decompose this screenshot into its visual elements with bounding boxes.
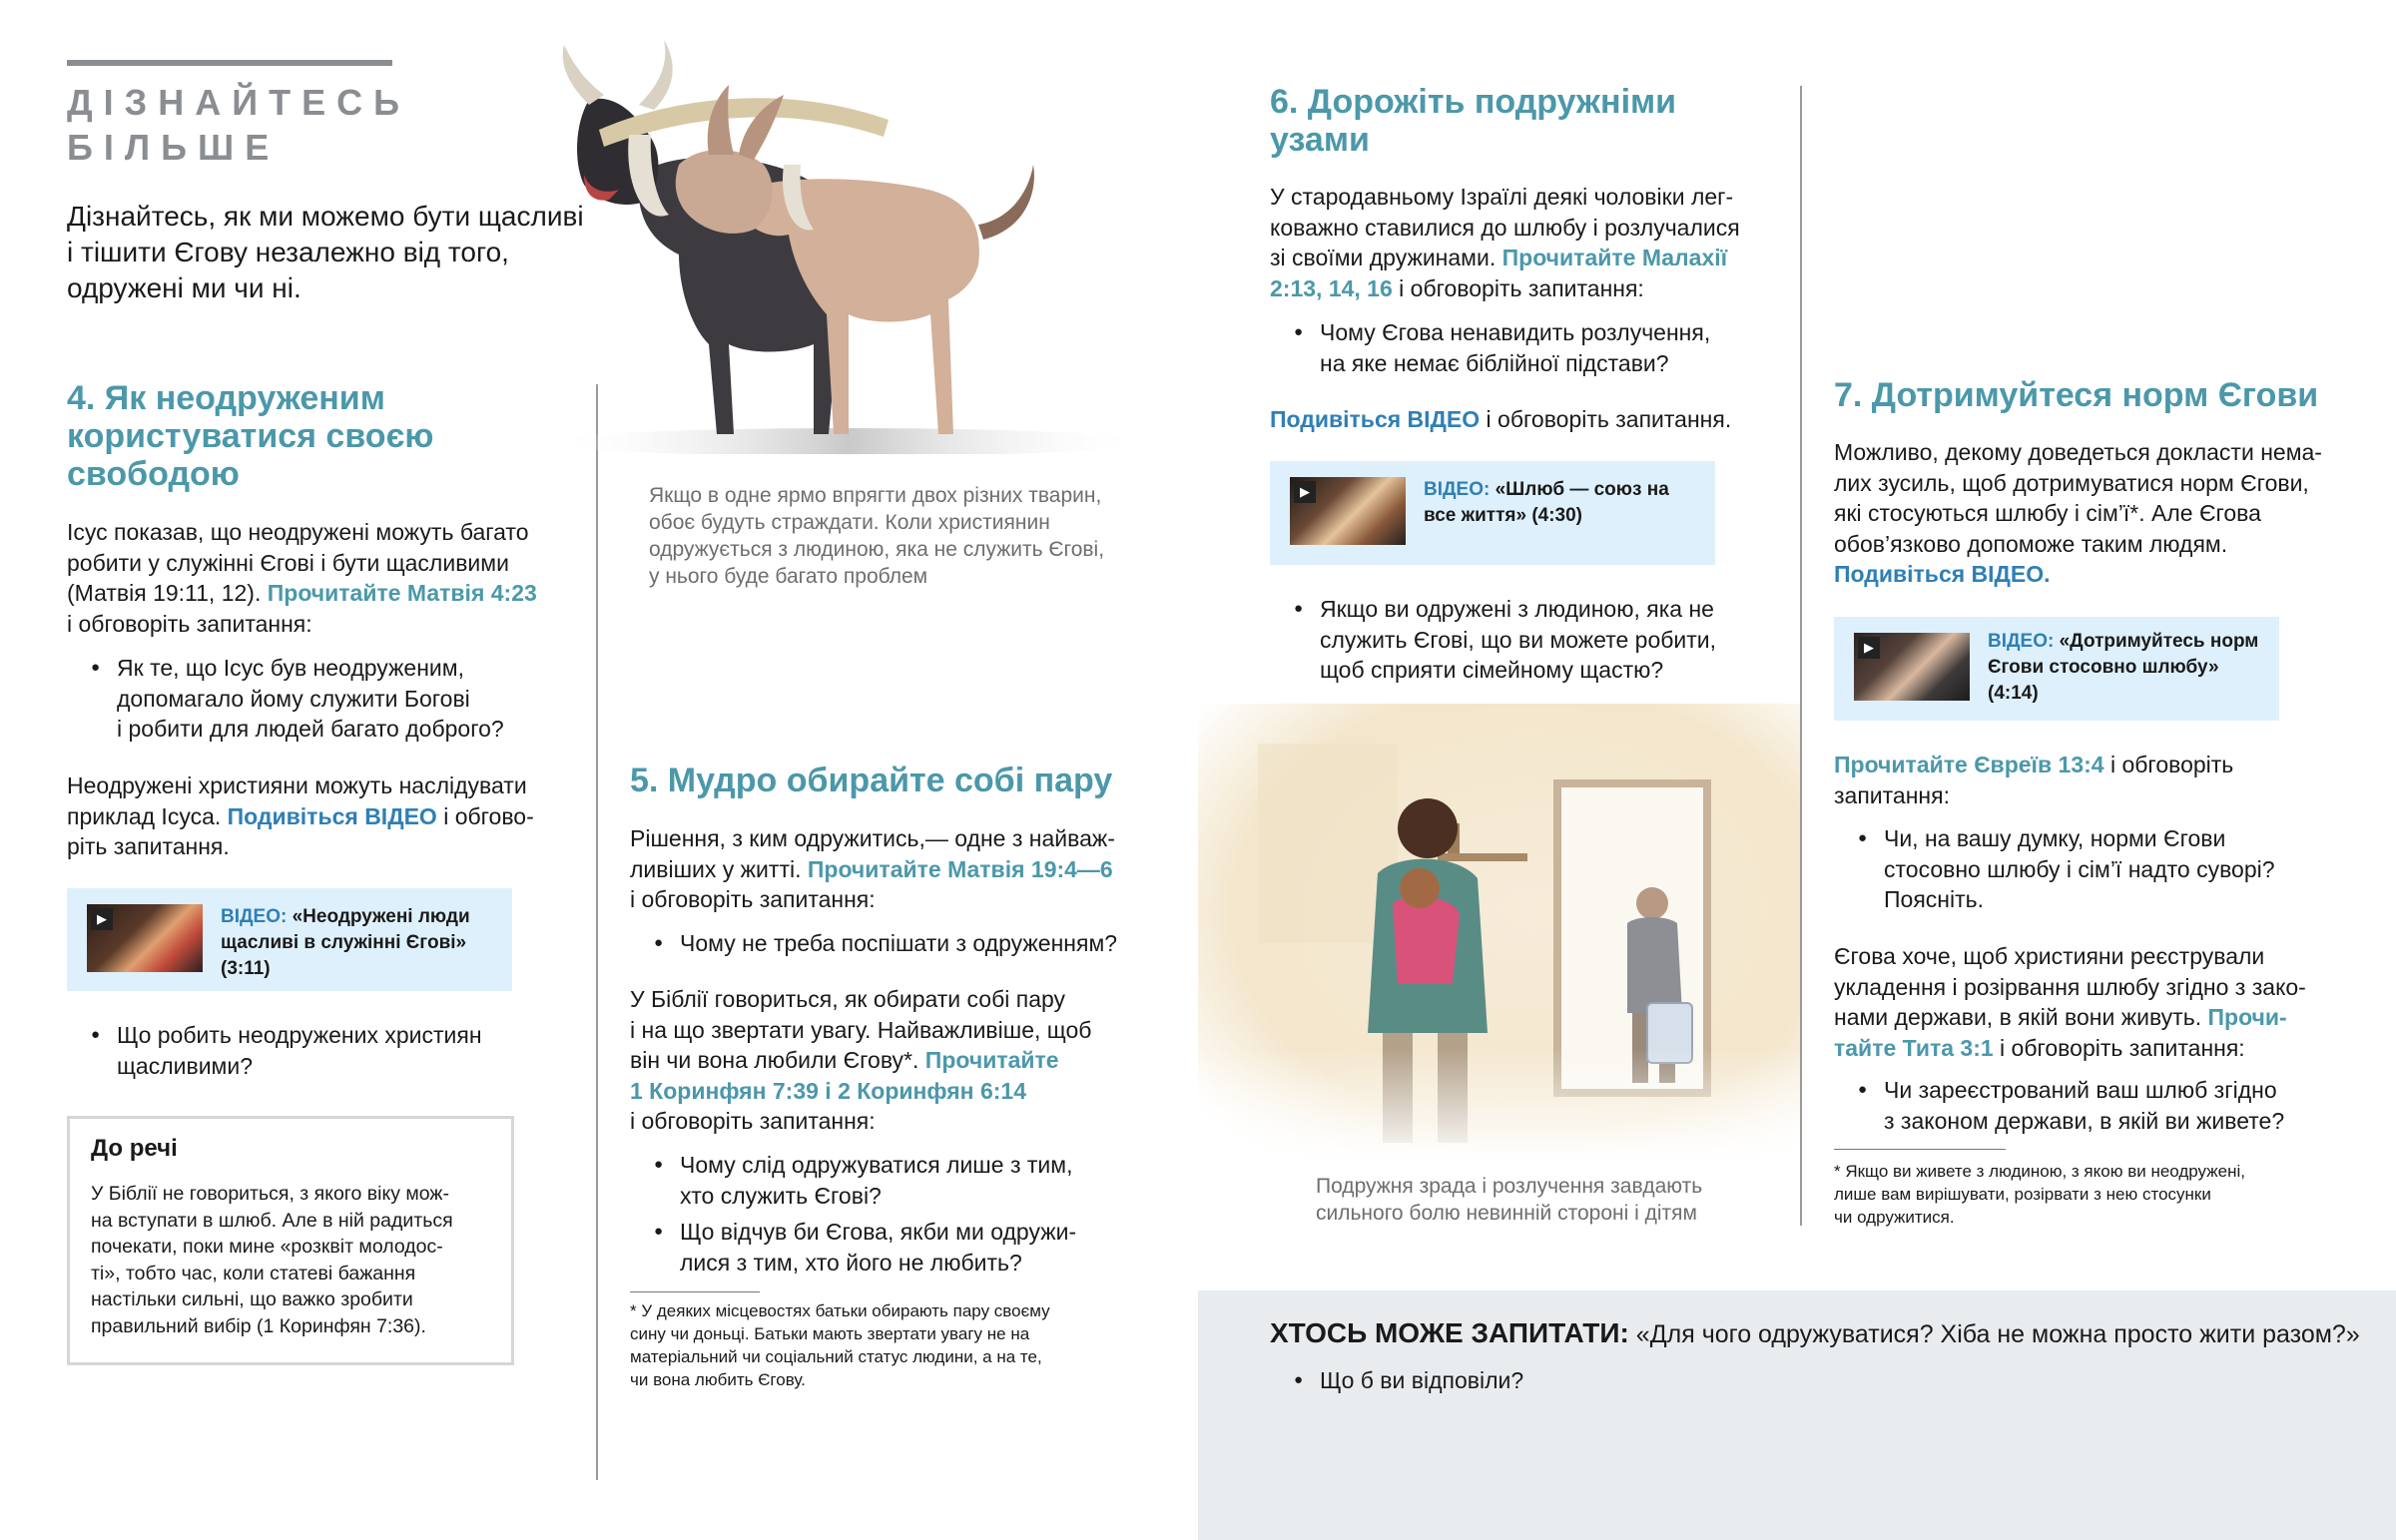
text-line: ● Що б ви відповіли? <box>1320 1367 1524 1393</box>
intro-line: одружені ми чи ні. <box>67 272 301 303</box>
text-line <box>67 578 537 609</box>
text-line: правильний вибір (1 Коринфян 7:36). <box>91 1314 426 1337</box>
text-line: Неодружені християни можуть наслідувати <box>67 772 527 798</box>
column-divider <box>1800 86 1802 1226</box>
s7-paragraph-3 <box>1834 941 2306 1063</box>
text-line: допомагало йому служити Богові <box>117 685 470 712</box>
video-duration: (4:14) <box>1988 683 2039 704</box>
scripture-link-titus-3-1[interactable]: тайте Тита 3:1 <box>1834 1034 1994 1061</box>
play-icon: ▶ <box>1294 481 1316 503</box>
video-title-line: щасливі в служінні Єгові» <box>221 932 467 953</box>
caption-line: сильного болю невинній стороні і дітям <box>1316 1202 1697 1225</box>
video-link[interactable]: Подивіться ВІДЕО <box>1270 406 1481 432</box>
s7-paragraph-2 <box>1834 750 2233 810</box>
text-line: ● Чому слід одружуватися лише з тим, <box>680 1152 1073 1178</box>
text-line: У Біблії не говориться, з якого віку мож- <box>91 1183 449 1205</box>
text-line: щасливими? <box>117 1052 254 1079</box>
video-link[interactable]: Подивіться ВІДЕО. <box>1834 561 2051 587</box>
video-title-line <box>221 904 470 930</box>
heading-line: свободою <box>67 455 240 493</box>
text-line: і робити для людей багато доброго? <box>117 716 504 742</box>
someone-may-ask-panel <box>1198 1290 2396 1540</box>
s5-question-1 <box>630 928 1117 959</box>
caption-line: одружується з людиною, яка не служить Єгові, <box>649 538 1105 561</box>
text-line <box>1834 1002 2306 1033</box>
text-line: і обговоріть запитання: <box>67 610 312 637</box>
footnote-line: сину чи доньці. Батьки мають звертати увагу не на <box>630 1324 1030 1343</box>
text-line <box>1270 243 1740 273</box>
text-span: нами держави, в якій вони живуть. <box>1834 1004 2208 1030</box>
footnote-line: * Якщо ви живете з людиною, з якою ви неодружені, <box>1834 1162 2245 1181</box>
text-span: і обговоріть <box>2103 752 2234 777</box>
s5-question-3 <box>630 1217 1076 1278</box>
scripture-link-titus-3-1[interactable]: Прочи- <box>2207 1004 2287 1030</box>
did-you-know-title: До речі <box>91 1135 178 1162</box>
footnote-line: матеріальний чи соціальний статус людини, а на те, <box>630 1347 1042 1366</box>
s7-question-2 <box>1834 1075 2284 1136</box>
text-line: ● Що відчув би Єгова, якби ми одружи- <box>680 1219 1077 1245</box>
text-line: ● Чому Єгова ненавидить розлучення, <box>1320 319 1711 345</box>
section-title-line2: БІЛЬШЕ <box>67 127 281 168</box>
text-line: ● Чому не треба поспішати з одруженням? <box>680 930 1118 956</box>
text-line: і обговоріть запитання: <box>630 886 876 912</box>
heading-line: 6. Дорожіть подружніми <box>1270 83 1677 121</box>
text-line: ● Якщо ви одружені з людиною, яка не <box>1320 596 1714 622</box>
intro-text <box>67 199 584 306</box>
footnote-line: чи одружитися. <box>1834 1208 1955 1227</box>
video-thumbnail <box>1290 477 1406 545</box>
did-you-know-box <box>67 1116 514 1365</box>
s6-paragraph-1 <box>1270 182 1740 303</box>
caption-line: у нього буде багато проблем <box>649 565 928 588</box>
text-span: він чи вона любили Єгову*. <box>630 1047 925 1073</box>
play-icon: ▶ <box>1858 637 1880 659</box>
text-line: хто служить Єгові? <box>680 1182 882 1209</box>
text-line: ● Як те, що Ісус був неодруженим, <box>117 655 464 681</box>
text-line: і на що звертати увагу. Найважливіше, щоб <box>630 1016 1092 1043</box>
text-line: з законом держави, в якій ви живете? <box>1884 1107 2285 1134</box>
text-span: і обгово- <box>436 802 534 829</box>
text-line <box>1270 273 1740 304</box>
video-title <box>1424 477 1669 529</box>
did-you-know-text <box>91 1181 453 1339</box>
s5-footnote <box>630 1299 1050 1391</box>
section-title-line1: ДІЗНАЙТЕСЬ <box>67 82 410 123</box>
video-title-line: Єгови стосовно шлюбу» <box>1988 657 2219 678</box>
text-line: ● Чи, на вашу думку, норми Єгови <box>1884 825 2226 851</box>
text-span: зі своїми дружинами. <box>1270 245 1502 270</box>
text-line: почекати, поки мине «розквіт молодос- <box>91 1236 443 1258</box>
text-span: (Матвія 19:11, 12). <box>67 580 268 606</box>
video-title <box>1988 629 2258 707</box>
text-line: обов’язково допоможе таким людям. <box>1834 530 2228 557</box>
video-link[interactable]: Подивіться ВІДЕО <box>227 802 437 829</box>
video-label: ВІДЕО: <box>1988 631 2055 652</box>
text-span: ливіших у житті. <box>630 855 808 882</box>
s6-heading <box>1270 83 1676 159</box>
text-span: і обговоріть запитання: <box>1392 274 1644 301</box>
someone-may-ask-label: ХТОСЬ МОЖЕ ЗАПИТАТИ: <box>1270 1317 1629 1348</box>
s7-question-1 <box>1834 823 2275 915</box>
s7-paragraph-1 <box>1834 437 2322 590</box>
video-title-line <box>1424 477 1669 503</box>
text-span: «Неодружені люди <box>292 906 470 927</box>
text-span: приклад Ісуса. <box>67 802 228 829</box>
video-card-single-happy[interactable] <box>67 888 512 991</box>
play-icon: ▶ <box>91 908 113 930</box>
text-line: запитання: <box>1834 781 1950 808</box>
video-label: ВІДЕО: <box>221 906 288 927</box>
video-thumbnail <box>87 904 203 972</box>
text-line: Рішення, з ким одружитись,— одне з найваж- <box>630 825 1115 851</box>
text-line: У Біблії говориться, як обирати собі пару <box>630 986 1066 1012</box>
text-line <box>1834 1033 2306 1064</box>
video-title <box>221 904 470 982</box>
heading-line: 4. Як неодруженим <box>67 379 385 417</box>
text-line <box>1834 750 2233 780</box>
text-line: які стосуються шлюбу і сім’ї*. Але Єгова <box>1834 500 2261 526</box>
footnote-rule <box>630 1291 760 1292</box>
scripture-link-malachi[interactable]: Прочитайте Малахії <box>1501 245 1728 270</box>
s4-question-1 <box>67 653 504 745</box>
video-card-norms[interactable] <box>1834 617 2279 721</box>
scripture-link-matthew-4-23[interactable]: Прочитайте Матвія 4:23 <box>267 580 537 606</box>
s6-paragraph-2 <box>1270 404 1731 435</box>
text-line: Ісус показав, що неодружені можуть багато <box>67 519 529 545</box>
s5-question-2 <box>630 1150 1072 1211</box>
text-line <box>67 801 534 832</box>
text-line <box>630 1045 1091 1076</box>
ox-caption <box>649 482 1104 590</box>
text-line: ті», тобто час, коли статеві бажання <box>91 1262 416 1284</box>
family-caption <box>1316 1173 1702 1227</box>
scripture-link-corinthians[interactable]: Прочитайте <box>924 1047 1059 1073</box>
family-divorce-illustration <box>1198 704 1802 1163</box>
ox-and-donkey-illustration <box>529 25 1178 454</box>
video-thumbnail <box>1854 633 1970 701</box>
s6-question-1 <box>1270 317 1710 378</box>
text-line: Поясніть. <box>1884 886 1984 912</box>
footnote-line: * У деяких місцевостях батьки обирають пару своєму <box>630 1301 1050 1320</box>
video-label: ВІДЕО: <box>1424 479 1491 500</box>
caption-line: Подружня зрада і розлучення завдають <box>1316 1175 1703 1198</box>
text-line: служить Єгові, що ви можете робити, <box>1320 626 1717 653</box>
video-title-line <box>1988 629 2258 655</box>
video-title-line: все життя» (4:30) <box>1424 505 1582 526</box>
header-rule <box>67 60 392 66</box>
scripture-link-malachi[interactable]: 2:13, 14, 16 <box>1270 274 1393 301</box>
text-line <box>630 854 1115 885</box>
someone-may-ask-bullet <box>1270 1365 1523 1396</box>
text-line: Єгова хоче, щоб християни реєстрували <box>1834 943 2265 969</box>
s4-paragraph-1 <box>67 517 537 639</box>
video-duration: (3:11) <box>221 958 271 979</box>
s7-heading: 7. Дотримуйтеся норм Єгови <box>1834 376 2319 414</box>
text-line: укладення і розірвання шлюбу згідно з зако- <box>1834 973 2306 1000</box>
footnote-line: чи вона любить Єгову. <box>630 1370 806 1389</box>
s4-paragraph-2 <box>67 770 534 862</box>
text-line: ріть запитання. <box>67 833 230 859</box>
scripture-link-matthew-19-4-6[interactable]: Прочитайте Матвія 19:4—6 <box>807 855 1113 882</box>
scripture-link-corinthians[interactable]: 1 Коринфян 7:39 і 2 Коринфян 6:14 <box>630 1077 1026 1104</box>
s5-paragraph-2 <box>630 984 1091 1137</box>
text-span: «Шлюб — союз на <box>1495 479 1669 500</box>
caption-line: Якщо в одне ярмо впрягти двох різних тварин, <box>649 484 1102 507</box>
caption-line: обоє будуть страждати. Коли християнин <box>649 511 1050 534</box>
text-line: Можливо, декому доведеться докласти нема- <box>1834 439 2322 465</box>
s5-heading: 5. Мудро обирайте собі пару <box>630 762 1113 799</box>
text-line: стосовно шлюбу і сім’ї надто суворі? <box>1884 855 2275 882</box>
heading-line: узами <box>1270 121 1370 159</box>
text-span: «Дотримуйтесь норм <box>2059 631 2259 652</box>
text-line: ● Чи зареєстрований ваш шлюб згідно <box>1884 1077 2277 1103</box>
text-line: на яке немає біблійної підстави? <box>1320 349 1669 376</box>
text-line: настільки сильні, що важко зробити <box>91 1288 413 1310</box>
text-span: і обговоріть запитання. <box>1480 406 1732 432</box>
text-line: У стародавньому Ізраїлі деякі чоловіки лег- <box>1270 184 1734 210</box>
text-line: лися з тим, хто його не любить? <box>680 1249 1022 1276</box>
text-line: коважно ставилися до шлюбу і розлучалися <box>1270 214 1740 241</box>
text-line: на вступати в шлюб. Але в ній радиться <box>91 1209 453 1232</box>
scripture-link-hebrews-13-4[interactable]: Прочитайте Євреїв 13:4 <box>1834 752 2104 777</box>
intro-line: і тішити Єгову незалежно від того, <box>67 237 509 267</box>
s5-paragraph-1 <box>630 823 1115 915</box>
s4-heading <box>67 379 433 493</box>
column-divider <box>596 384 598 1480</box>
footnote-line: лише вам вирішувати, розірвати з нею стосунки <box>1834 1185 2211 1204</box>
text-span: і обговоріть запитання: <box>1993 1034 2245 1061</box>
text-line: і обговоріть запитання: <box>630 1108 876 1134</box>
intro-line: Дізнайтесь, як ми можемо бути щасливі <box>67 201 584 232</box>
text-line: лих зусиль, щоб дотримуватися норм Єгови, <box>1834 469 2309 496</box>
video-card-marriage[interactable] <box>1270 461 1715 565</box>
section-title <box>67 80 410 170</box>
text-line: ● Що робить неодружених християн <box>117 1022 482 1048</box>
s6-question-2 <box>1270 594 1716 686</box>
text-line: щоб сприяти сімейному щастю? <box>1320 657 1664 683</box>
someone-may-ask-line <box>1270 1316 2360 1351</box>
text-line: робити у служінні Єгові і бути щасливими <box>67 549 509 576</box>
footnote-rule <box>1834 1149 2006 1150</box>
s7-footnote <box>1834 1160 2245 1229</box>
s4-question-2 <box>67 1020 482 1081</box>
someone-may-ask-question: «Для чого одружуватися? Хіба не можна просто жити разом?» <box>1628 1320 2360 1348</box>
heading-line: користуватися своєю <box>67 417 434 455</box>
